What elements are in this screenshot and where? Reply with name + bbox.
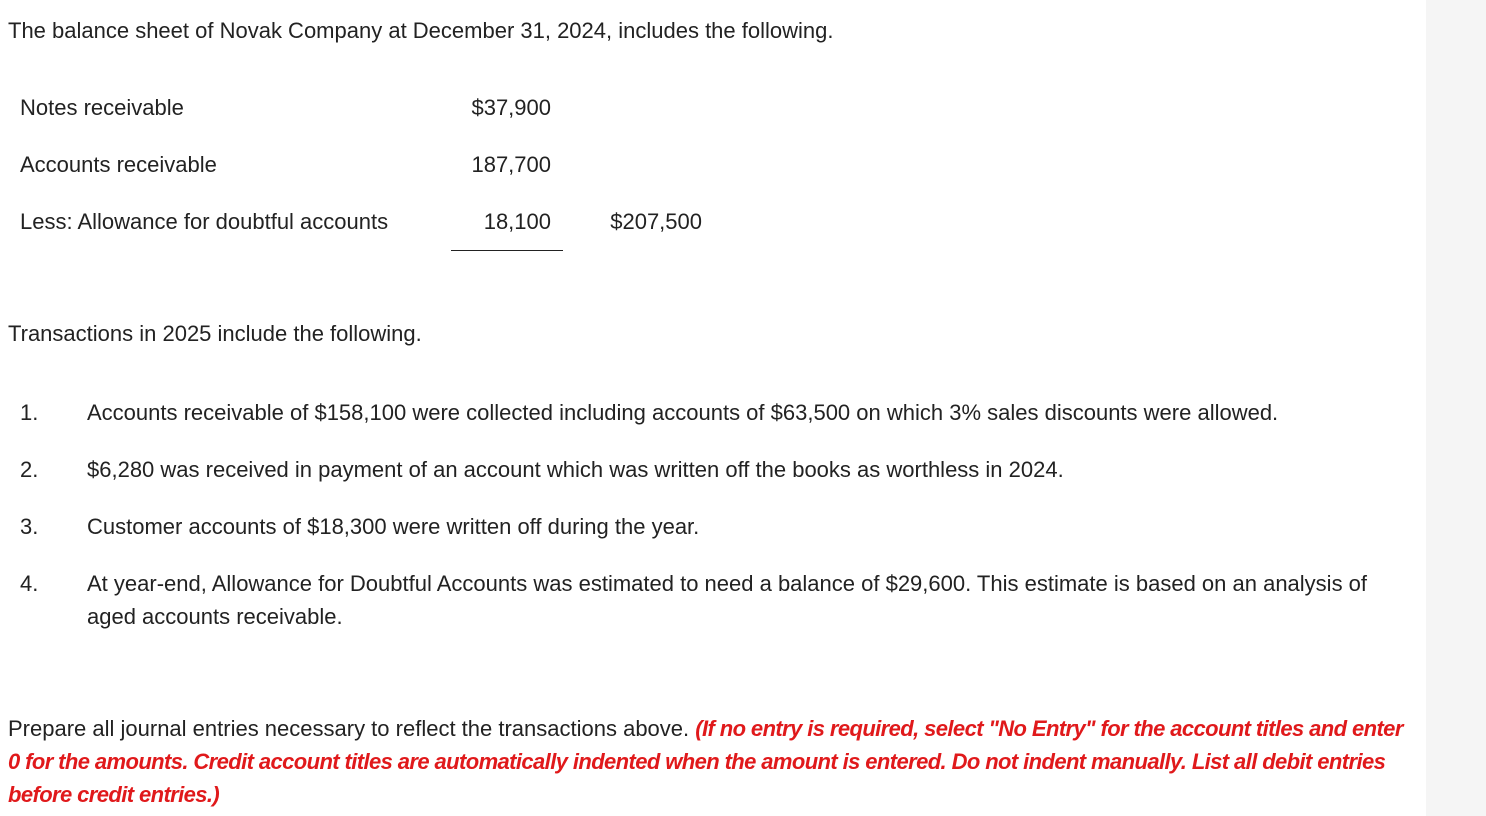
balance-row-notes-receivable [20,93,740,123]
balance-row-amount: 18,100 [483,209,551,234]
balance-row-label: Notes receivable [20,95,184,120]
item-text: At year-end, Allowance for Doubtful Accounts was estimated to need a balance of $29,600. This estimate is based on an analysis of aged accounts receivable. [87,571,1368,629]
balance-row-allowance [20,207,740,237]
subtotal-underline [451,250,563,251]
instructions-note: (If no entry is required, select "No Entry" for the account titles and enter 0 for the amounts. Credit account titles are automatically indented when the amount is entered. Do not indent manually. List all debit entries before credit entries.) [8,716,1403,807]
item-text: $6,280 was received in payment of an account which was written off the books as worthless in 2024. [87,457,1064,482]
item-text: Customer accounts of $18,300 were written off during the year. [87,514,700,539]
intro-text: The balance sheet of Novak Company at December 31, 2024, includes the following. [8,18,834,43]
instructions [8,712,1408,811]
item-number: 2. [20,457,39,482]
side-panel [1426,0,1486,816]
instructions-main: Prepare all journal entries necessary to reflect the transactions above. [8,716,690,741]
item-number: 3. [20,514,39,539]
item-number: 4. [20,571,39,596]
item-text: Accounts receivable of $158,100 were collected including accounts of $63,500 on which 3% sales discounts were allowed. [87,400,1279,425]
balance-row-amount: $37,900 [471,95,551,120]
balance-row-label: Accounts receivable [20,152,217,177]
balance-row-accounts-receivable [20,150,740,180]
balance-row-amount: 187,700 [471,152,551,177]
balance-row-total: $207,500 [610,209,702,234]
transactions-intro: Transactions in 2025 include the following. [8,321,422,346]
balance-row-label: Less: Allowance for doubtful accounts [20,209,389,234]
item-number: 1. [20,400,39,425]
